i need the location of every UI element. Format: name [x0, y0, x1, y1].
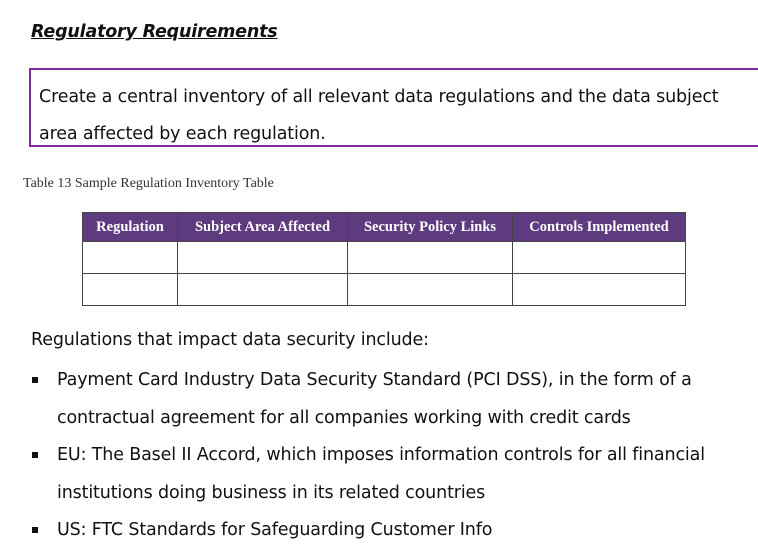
list-item-text: EU: The Basel II Accord, which imposes information controls for all financial institutions doing business in its related countries — [57, 445, 705, 503]
table-cell — [178, 242, 348, 274]
callout-text: Create a central inventory of all relevant data regulations and the data subject area affected by each regulation. — [39, 87, 719, 144]
regulations-list — [31, 362, 731, 550]
regulation-inventory-table — [82, 212, 686, 306]
table-caption: Table 13 Sample Regulation Inventory Table — [23, 176, 274, 191]
table-row — [83, 274, 686, 306]
table-cell — [513, 274, 686, 306]
section-heading: Regulatory Requirements — [31, 22, 278, 42]
list-item-text: Payment Card Industry Data Security Standard (PCI DSS), in the form of a contractual agreement for all companies working with credit cards — [57, 370, 692, 428]
header-regulation: Regulation — [83, 213, 178, 242]
list-item — [31, 362, 731, 437]
square-bullet-icon — [32, 377, 38, 383]
header-subject-area: Subject Area Affected — [178, 213, 348, 242]
list-item — [31, 512, 731, 550]
table-cell — [178, 274, 348, 306]
square-bullet-icon — [32, 527, 38, 533]
list-item — [31, 437, 731, 512]
table-cell — [348, 274, 513, 306]
table-cell — [83, 274, 178, 306]
table-cell — [348, 242, 513, 274]
table-cell — [83, 242, 178, 274]
callout-box — [29, 68, 758, 147]
table-cell — [513, 242, 686, 274]
table-row — [83, 242, 686, 274]
intro-text: Regulations that impact data security include: — [31, 330, 429, 350]
header-security-policy-links: Security Policy Links — [348, 213, 513, 242]
list-item-text: US: FTC Standards for Safeguarding Customer Info — [57, 520, 493, 540]
square-bullet-icon — [32, 452, 38, 458]
table-header-row — [83, 213, 686, 242]
header-controls-implemented: Controls Implemented — [513, 213, 686, 242]
